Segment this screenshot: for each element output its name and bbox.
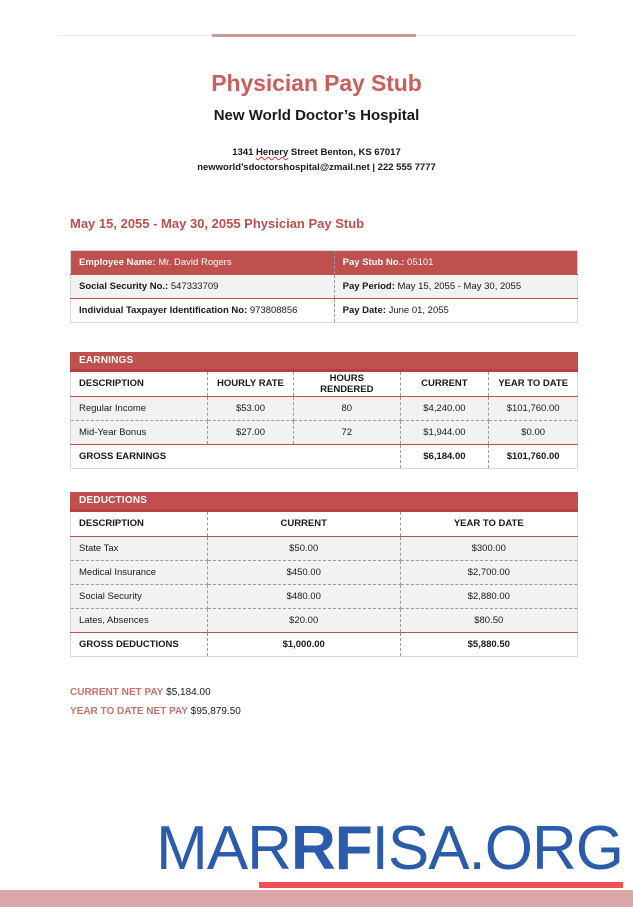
pay-period-cell — [334, 275, 577, 299]
gross-deductions-year-to-date: $5,880.50 — [400, 632, 577, 656]
employee-name-value: Mr. David Rogers — [158, 257, 232, 268]
deductions-table — [70, 512, 578, 657]
deduction-row-year-to-date: $80.50 — [400, 608, 577, 632]
earnings-row-current: $1,944.00 — [400, 420, 489, 444]
deductions-col-description: DESCRIPTION — [71, 512, 208, 536]
employee-info-block — [70, 250, 578, 323]
employee-name-label: Employee Name: — [79, 257, 156, 268]
earnings-row-hours-rendered: 72 — [294, 420, 400, 444]
table-row — [71, 560, 578, 584]
document-masthead — [0, 70, 633, 175]
ssn-cell — [71, 275, 335, 299]
pay-date-value: June 01, 2055 — [388, 305, 449, 316]
pay-stub-no-label: Pay Stub No.: — [342, 257, 405, 268]
table-row — [71, 251, 578, 275]
deduction-row-year-to-date: $300.00 — [400, 536, 577, 560]
address-prefix: 1341 — [232, 147, 257, 158]
pay-stub-no-value: 05101 — [407, 257, 434, 268]
pay-period-value: May 15, 2055 - May 30, 2055 — [397, 281, 522, 292]
ytd-net-pay-label: YEAR TO DATE NET PAY — [70, 705, 188, 717]
gross-earnings-current: $6,184.00 — [400, 444, 489, 468]
employee-name-cell — [71, 251, 335, 275]
table-row — [71, 608, 578, 632]
gross-deductions-label: GROSS DEDUCTIONS — [71, 632, 208, 656]
earnings-row-hourly-rate: $53.00 — [207, 396, 293, 420]
earnings-row-hourly-rate: $27.00 — [207, 420, 293, 444]
earnings-col-current: CURRENT — [400, 372, 489, 396]
top-rule-accent-segment — [212, 34, 416, 37]
site-logo — [0, 814, 633, 888]
net-pay-summary — [70, 684, 241, 721]
earnings-row-hours-rendered: 80 — [294, 396, 400, 420]
earnings-table — [70, 372, 578, 469]
address-misspelled-word: Henery — [256, 147, 289, 158]
earnings-row-year-to-date: $0.00 — [489, 420, 578, 444]
earnings-row-current: $4,240.00 — [400, 396, 489, 420]
ytd-net-pay-line — [70, 703, 241, 722]
deduction-row-description: Lates, Absences — [71, 608, 208, 632]
table-row — [71, 420, 578, 444]
earnings-col-description: DESCRIPTION — [71, 372, 208, 396]
deductions-col-year-to-date: YEAR TO DATE — [400, 512, 577, 536]
earnings-block — [70, 352, 578, 469]
table-row — [71, 275, 578, 299]
table-row — [71, 396, 578, 420]
footer-accent-bar — [0, 890, 633, 907]
deduction-row-current: $450.00 — [207, 560, 400, 584]
employee-info-table — [70, 250, 578, 323]
deductions-col-current: CURRENT — [207, 512, 400, 536]
deduction-row-description: Medical Insurance — [71, 560, 208, 584]
page-title: Physician Pay Stub — [211, 70, 422, 96]
earnings-row-year-to-date: $101,760.00 — [489, 396, 578, 420]
itin-value: 973808856 — [249, 305, 298, 316]
earnings-col-hourly-rate: HOURLY RATE — [207, 372, 293, 396]
current-net-pay-label: CURRENT NET PAY — [70, 687, 164, 698]
ssn-label: Social Security No.: — [79, 281, 169, 292]
gross-earnings-year-to-date: $101,760.00 — [489, 444, 578, 468]
ytd-net-pay-value: $95,879.50 — [190, 705, 241, 717]
earnings-row-description: Mid-Year Bonus — [71, 420, 208, 444]
deductions-section-header: DEDUCTIONS — [70, 492, 578, 512]
pay-stub-no-cell — [334, 251, 577, 275]
logo-part-two: RF — [290, 814, 372, 883]
table-row — [71, 299, 578, 323]
email-phone-line: newworld’sdoctorshospital@zmail.net | 222 555 7777 — [197, 161, 436, 173]
top-decorative-rule — [58, 34, 575, 38]
earnings-section-header: EARNINGS — [70, 352, 578, 372]
earnings-col-year-to-date: YEAR TO DATE — [489, 372, 578, 396]
current-net-pay-line — [70, 684, 241, 703]
address-suffix: Street Benton, KS 67017 — [288, 147, 401, 158]
earnings-row-description: Regular Income — [71, 396, 208, 420]
pay-date-cell — [334, 299, 577, 323]
gross-earnings-row — [71, 444, 578, 468]
gross-earnings-label: GROSS EARNINGS — [71, 444, 401, 468]
organization-name: New World Doctor’s Hospital — [213, 107, 420, 124]
logo-part-three: ISA.ORG — [371, 814, 623, 883]
deduction-row-description: State Tax — [71, 536, 208, 560]
pay-period-heading: May 15, 2055 - May 30, 2055 Physician Pay Stub — [70, 216, 365, 231]
itin-label: Individual Taxpayer Identification No: — [79, 305, 248, 316]
address-line — [0, 146, 633, 161]
deduction-row-description: Social Security — [71, 584, 208, 608]
itin-cell — [71, 299, 335, 323]
ssn-value: 547333709 — [170, 281, 219, 292]
table-row — [71, 584, 578, 608]
gross-deductions-current: $1,000.00 — [207, 632, 400, 656]
table-row — [71, 536, 578, 560]
contact-block — [0, 146, 633, 175]
pay-period-label: Pay Period: — [342, 281, 395, 292]
table-header-row — [71, 372, 578, 396]
logo-part-one: MAR — [156, 814, 291, 883]
deduction-row-current: $20.00 — [207, 608, 400, 632]
deduction-row-year-to-date: $2,700.00 — [400, 560, 577, 584]
earnings-col-hours-rendered: HOURS RENDERED — [294, 372, 400, 396]
gross-deductions-row — [71, 632, 578, 656]
deduction-row-current: $480.00 — [207, 584, 400, 608]
deductions-block — [70, 492, 578, 657]
deduction-row-current: $50.00 — [207, 536, 400, 560]
logo-wordmark — [0, 814, 623, 883]
pay-date-label: Pay Date: — [342, 305, 386, 316]
deduction-row-year-to-date: $2,880.00 — [400, 584, 577, 608]
current-net-pay-value: $5,184.00 — [166, 687, 211, 698]
table-header-row — [71, 512, 578, 536]
